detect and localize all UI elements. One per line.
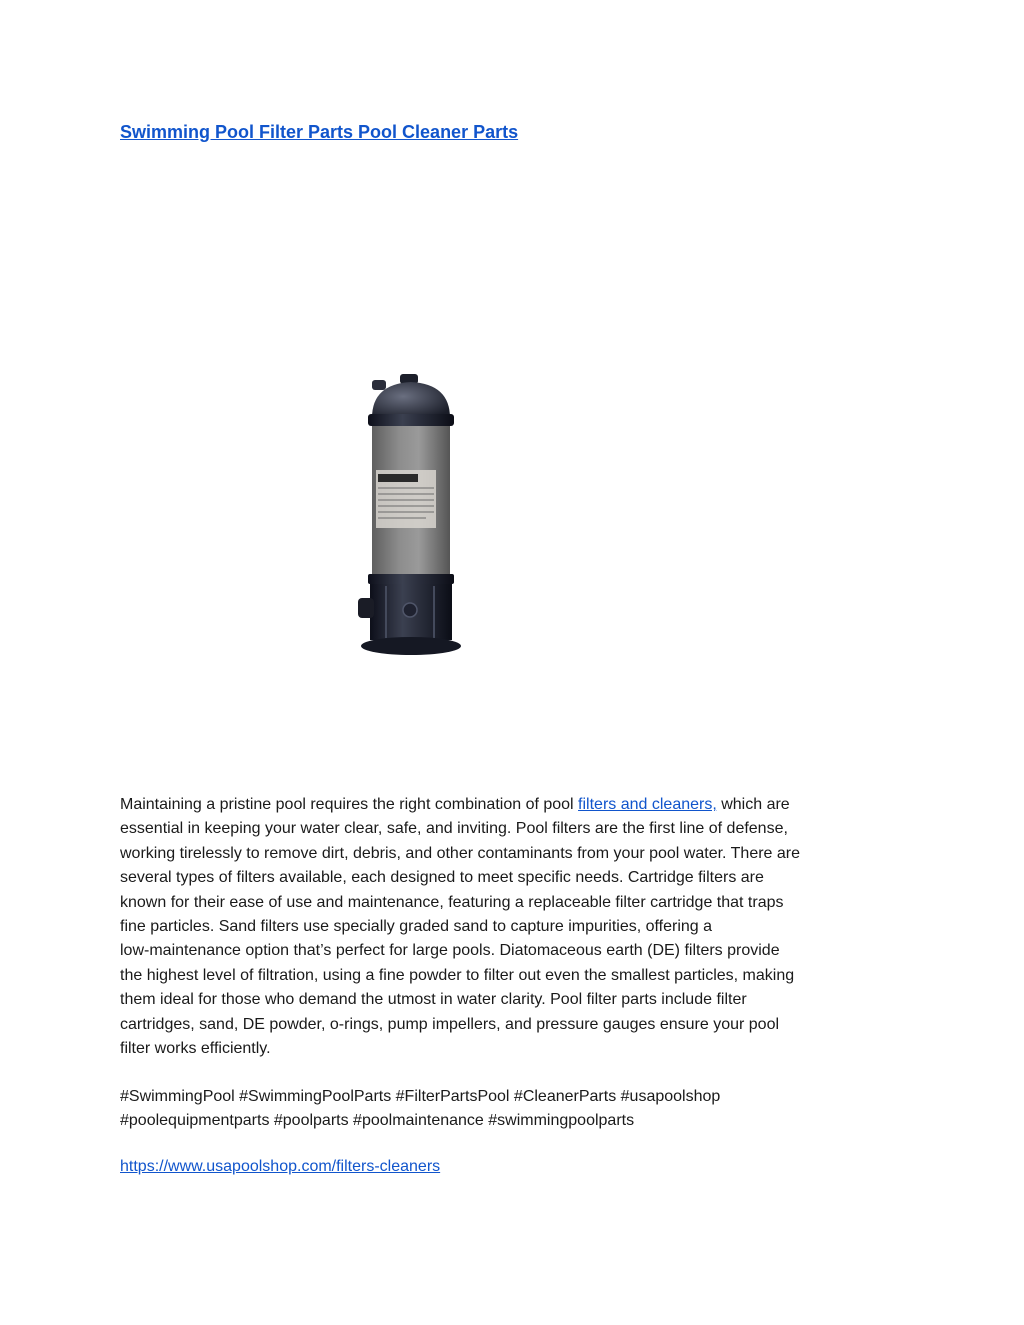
foot-shape	[361, 637, 461, 655]
brand-band-shape	[378, 474, 418, 482]
paragraph-line: known for their ease of use and maintenance, featuring a replaceable filter cartridge that traps	[120, 893, 784, 911]
paragraph-line	[120, 793, 920, 817]
side-port-shape	[358, 598, 374, 618]
paragraph-line: several types of filters available, each designed to meet specific needs. Cartridge filters are	[120, 869, 764, 887]
filters-cleaners-url-link[interactable]: https://www.usapoolshop.com/filters-cleaners	[120, 1158, 441, 1175]
paragraph-line: filter works efficiently.	[120, 1040, 271, 1058]
hashtags	[120, 1085, 920, 1134]
filters-and-cleaners-link[interactable]: filters and cleaners,	[578, 796, 717, 813]
paragraph-line: the highest level of filtration, using a fine powder to filter out even the smallest particles, making	[120, 966, 795, 984]
paragraph-line: essential in keeping your water clear, safe, and inviting. Pool filters are the first line of defense,	[120, 820, 788, 838]
hashtags-line: #SwimmingPool #SwimmingPoolParts #FilterPartsPool #CleanerParts #usapoolshop	[120, 1088, 721, 1105]
paragraph-line: fine particles. Sand filters use specially graded sand to capture impurities, offering a	[120, 918, 713, 936]
body-paragraph	[120, 793, 920, 1061]
paragraph-line: working tirelessly to remove dirt, debris, and other contaminants from your pool water. There are	[120, 844, 801, 862]
drain-plug-shape	[403, 603, 417, 617]
hashtags-line: #poolequipmentparts #poolparts #poolmaintenance #swimmingpoolparts	[120, 1112, 635, 1130]
paragraph-text: which are	[716, 796, 790, 813]
top-port-shape	[372, 380, 386, 390]
paragraph-line: them ideal for those who demand the utmost in water clarity. Pool filter parts include filter	[120, 991, 747, 1009]
pool-filter-image	[356, 370, 468, 660]
lid-clamp-shape	[368, 414, 454, 426]
title-link[interactable]: Swimming Pool Filter Parts Pool Cleaner Parts	[120, 122, 519, 142]
paragraph-line: cartridges, sand, DE powder, o-rings, pump impellers, and pressure gauges ensure your pool	[120, 1015, 780, 1033]
paragraph-line: low-maintenance option that’s perfect for large pools. Diatomaceous earth (DE) filters provide	[120, 942, 780, 960]
paragraph-text: Maintaining a pristine pool requires the right combination of pool	[120, 796, 579, 813]
base-ring-shape	[368, 574, 454, 584]
